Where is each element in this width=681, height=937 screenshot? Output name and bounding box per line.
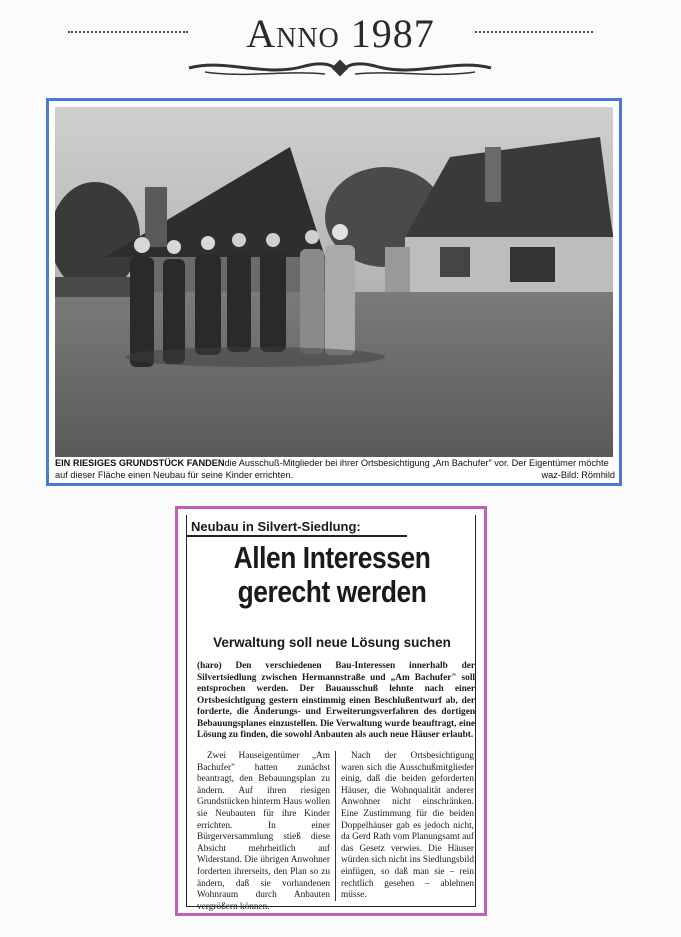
article-headline [209, 541, 456, 609]
headline-line-2: gerecht werden [237, 574, 427, 609]
flourish-ornament [185, 56, 495, 82]
caption-text: die Ausschuß-Mitglieder bei ihrer Ortsbesichtigung „Am Bachufer" vor. Der Eigentümer möchte auf dieser Fläche einen Neubau für seine Kinder errichten. [55, 458, 609, 480]
caption-lead: EIN RIESIGES GRUNDSTÜCK FANDEN [55, 458, 225, 468]
dotted-rule-right [475, 31, 593, 33]
article-column-1 [197, 751, 330, 913]
photo-frame [46, 98, 622, 486]
article-lead: (haro) Den verschiedenen Bau-Interessen innerhalb der Silvertsiedlung zwischen Hermannstraße und „Am Bachufer" soll entsprochen werden. Der Bauausschuß lehnte nach einer Ortsbesichtigung gestern einstimmig einen Beschlußentwurf ab, der forderte, die Änderungs- und Erweiterungsverfahren des dortigen Bebauungsplanes einzustellen. Die Verwaltung wurde beauftragt, eine Lösung zu finden, die sowohl Anbauten als auch neue Häuser erlaubt. [197, 661, 475, 740]
article-kicker: Neubau in Silvert-Siedlung: [187, 517, 407, 537]
photo-caption [55, 458, 615, 482]
article-subhead: Verwaltung soll neue Lösung suchen [213, 635, 451, 650]
column-2-text: Nach der Ortsbesichtigung waren sich die Ausschußmitglieder einig, daß die beiden geforderten Häuser, die Wohnqualität anderer Anwohner nicht einschränken. Eine Zustimmung für die beiden Doppelhäuser gab es jedoch nicht, da Gerd Rath vom Planungsamt auf das Gesetz verwies. Die Häuser würden sich nicht ins Siedlungsbild einfügen, so daß man sie – rein rechtlich gesehen – ablehnen müsse. [341, 751, 474, 901]
headline-line-1: Allen Interessen [233, 540, 431, 575]
article-clipping [186, 515, 476, 912]
photo-credit: waz-Bild: Römhild [537, 470, 615, 482]
article-frame [175, 506, 487, 916]
page-title: Anno 1987 [246, 11, 435, 56]
page-header [0, 0, 681, 90]
photo-illustration [55, 107, 613, 457]
column-divider [335, 751, 336, 901]
column-1-text: Zwei Hauseigentümer „Am Bachufer" hatten zunächst beantragt, den Bebauungsplan zu ändern. Auf ihren riesigen Grundstücken hinterm Haus wollen sie Neubauten für ihre Kinder errichten. In einer Bürgerversammlung stieß diese Absicht mehrheitlich auf Widerstand. Die übrigen Anwohner forderten ihrerseits, den Plan so zu ändern, daß sie vorhandenen Wohnraum durch Anbauten vergrößern können. [197, 751, 330, 912]
group-photo [55, 107, 613, 457]
article-column-2 [341, 751, 474, 902]
